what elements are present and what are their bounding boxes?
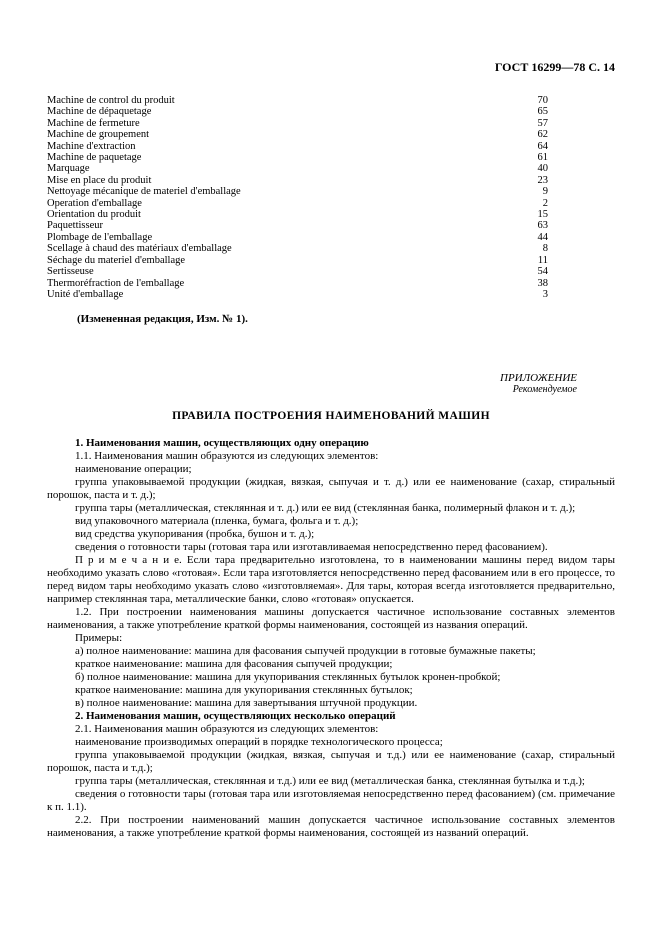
index-term: Orientation du produit xyxy=(47,209,141,221)
body-paragraph: группа упаковываемой продукции (жидкая, вязкая, сыпучая и т.д.) или ее наименование (сахар, стиральный порошок, паста и т.д.); xyxy=(47,749,615,775)
index-page-number: 63 xyxy=(537,220,548,232)
appendix-sublabel: Рекомендуемое xyxy=(512,384,577,396)
index-term: Machine de paquetage xyxy=(47,152,142,164)
index-entry xyxy=(47,141,548,152)
index-entry xyxy=(47,118,548,129)
index-entry xyxy=(47,255,548,266)
index-spacer xyxy=(149,129,537,140)
index-term: Machine de groupement xyxy=(47,129,150,141)
index-page-number: 3 xyxy=(542,288,548,300)
index-term: Plombage de l'emballage xyxy=(47,231,153,243)
index-entry xyxy=(47,289,548,300)
index-spacer xyxy=(175,95,538,106)
body-paragraph: 2.1. Наименования машин образуются из следующих элементов: xyxy=(75,723,379,736)
index-spacer xyxy=(140,118,538,129)
index-entry xyxy=(47,163,548,174)
index-term: Unité d'emballage xyxy=(47,288,124,300)
index-term: Machine de fermeture xyxy=(47,117,140,129)
body-paragraph: сведения о готовности тары (готовая тара или изготавливаемая непосредственно перед фасованием). xyxy=(75,541,548,554)
appendix-block xyxy=(47,372,615,396)
index-entry xyxy=(47,175,548,186)
body-paragraph: 1.2. При построении наименования машины допускается частичное использование составных элементов наименования, а также употребление краткой формы наименования, состоящей из названия операций. xyxy=(47,606,615,632)
index-term: Thermoréfraction de l'emballage xyxy=(47,277,185,289)
index-page-number: 44 xyxy=(537,231,548,243)
body-paragraph: сведения о готовности тары (готовая тара или изготовляемая непосредственно перед фасованием) (см. примечание к п. 1.1). xyxy=(47,788,615,814)
body-paragraph: 1. Наименования машин, осуществляющих одну операцию xyxy=(75,437,369,450)
index-entry xyxy=(47,95,548,106)
index-entry xyxy=(47,278,548,289)
index-entry xyxy=(47,220,548,231)
index-entry xyxy=(47,129,548,140)
index-spacer xyxy=(151,106,537,117)
index-term: Séchage du materiel d'emballage xyxy=(47,254,186,266)
index-spacer xyxy=(142,198,543,209)
index-page-number: 38 xyxy=(537,277,548,289)
index-spacer xyxy=(232,243,543,254)
amendment-note: (Измененная редакция, Изм. № 1). xyxy=(77,313,248,326)
index-spacer xyxy=(152,232,537,243)
body-paragraph: краткое наименование: машина для укупоривания стеклянных бутылок; xyxy=(75,684,413,697)
index-page-number: 2 xyxy=(542,197,548,209)
index-term: Sertisseuse xyxy=(47,266,94,278)
index-entry xyxy=(47,106,548,117)
index-page-number: 54 xyxy=(537,266,548,278)
body-paragraph: П р и м е ч а н и е. Если тара предварительно изготовлена, то в наименовании машины перед видом тары необходимо указать слово «готовая». Если тара изготовляется непосредственно перед фасованием или в его процессе, то перед видом тары необходимо указать слово «изготовляемая». Для тары, которая всегда изготовляется предварительно, например стеклянная тара, металлические банки, слово «готовая» опускается. xyxy=(47,554,615,606)
index-spacer xyxy=(151,175,537,186)
body-paragraph: а) полное наименование: машина для фасования сыпучей продукции в готовые бумажные пакеты; xyxy=(75,645,536,658)
index-page-number: 23 xyxy=(537,174,548,186)
body-paragraph: группа тары (металлическая, стеклянная и т.д.) или ее вид (металлическая банка, стеклянная бутылка и т.д.); xyxy=(75,775,585,788)
index-spacer xyxy=(94,266,538,277)
index-spacer xyxy=(90,163,538,174)
index-spacer xyxy=(141,209,538,220)
body-paragraph: Примеры: xyxy=(75,632,123,645)
index-page-number: 11 xyxy=(537,254,548,266)
index-entry xyxy=(47,243,548,254)
index-term: Operation d'emballage xyxy=(47,197,142,209)
index-term: Marquage xyxy=(47,163,90,175)
index-spacer xyxy=(123,289,543,300)
index-list xyxy=(47,95,548,300)
body-paragraph: 1.1. Наименования машин образуются из следующих элементов: xyxy=(75,450,379,463)
index-entry xyxy=(47,209,548,220)
index-term: Machine de dépaquetage xyxy=(47,106,152,118)
index-entry xyxy=(47,152,548,163)
index-term: Paquettisseur xyxy=(47,220,103,232)
index-spacer xyxy=(135,141,537,152)
index-term: Scellage à chaud des matériaux d'emballage xyxy=(47,243,232,255)
appendix-label: ПРИЛОЖЕНИЕ xyxy=(500,372,577,385)
appendix-title: ПРАВИЛА ПОСТРОЕНИЯ НАИМЕНОВАНИЙ МАШИН xyxy=(172,410,490,423)
body-paragraph: группа упаковываемой продукции (жидкая, вязкая, сыпучая и т. д.) или ее наименование (сахар, стиральный порошок, паста и т. д.); xyxy=(47,476,615,502)
index-page-number: 15 xyxy=(537,209,548,221)
index-page-number: 57 xyxy=(537,117,548,129)
index-page-number: 40 xyxy=(537,163,548,175)
index-term: Nettoyage mécanique de materiel d'emballage xyxy=(47,186,241,198)
index-term: Machine de control du produit xyxy=(47,95,175,106)
index-page-number: 70 xyxy=(537,95,548,106)
index-entry xyxy=(47,186,548,197)
index-term: Mise en place du produit xyxy=(47,174,152,186)
body-paragraph: группа тары (металлическая, стеклянная и т. д.) или ее вид (стеклянная банка, полимерный флакон и т. д.); xyxy=(75,502,576,515)
body-paragraph: б) полное наименование: машина для укупоривания стеклянных бутылок кронен-пробкой; xyxy=(75,671,501,684)
body-text xyxy=(47,437,615,840)
body-paragraph: в) полное наименование: машина для завертывания штучной продукции. xyxy=(75,697,418,710)
document-header: ГОСТ 16299—78 С. 14 xyxy=(494,60,615,74)
index-spacer xyxy=(185,255,538,266)
index-spacer xyxy=(141,152,537,163)
body-paragraph: наименование операции; xyxy=(75,463,192,476)
body-paragraph: 2.2. При построении наименований машин допускается частичное использование составных элементов наименования, а также употребление краткой формы наименования, состоящей из названий операций. xyxy=(47,814,615,840)
index-entry xyxy=(47,232,548,243)
index-term: Machine d'extraction xyxy=(47,140,136,152)
body-paragraph: 2. Наименования машин, осуществляющих несколько операций xyxy=(75,710,396,723)
index-page-number: 9 xyxy=(542,186,548,198)
index-page-number: 64 xyxy=(537,140,548,152)
index-entry xyxy=(47,266,548,277)
body-paragraph: вид средства укупоривания (пробка, бушон и т. д.); xyxy=(75,528,315,541)
index-spacer xyxy=(241,186,543,197)
index-spacer xyxy=(103,220,538,231)
index-spacer xyxy=(184,278,537,289)
index-page-number: 61 xyxy=(537,152,548,164)
index-page-number: 62 xyxy=(537,129,548,141)
body-paragraph: вид упаковочного материала (пленка, бумага, фольга и т. д.); xyxy=(75,515,359,528)
index-page-number: 65 xyxy=(537,106,548,118)
body-paragraph: краткое наименование: машина для фасования сыпучей продукции; xyxy=(75,658,393,671)
index-page-number: 8 xyxy=(542,243,548,255)
index-entry xyxy=(47,198,548,209)
body-paragraph: наименование производимых операций в порядке технологического процесса; xyxy=(75,736,443,749)
